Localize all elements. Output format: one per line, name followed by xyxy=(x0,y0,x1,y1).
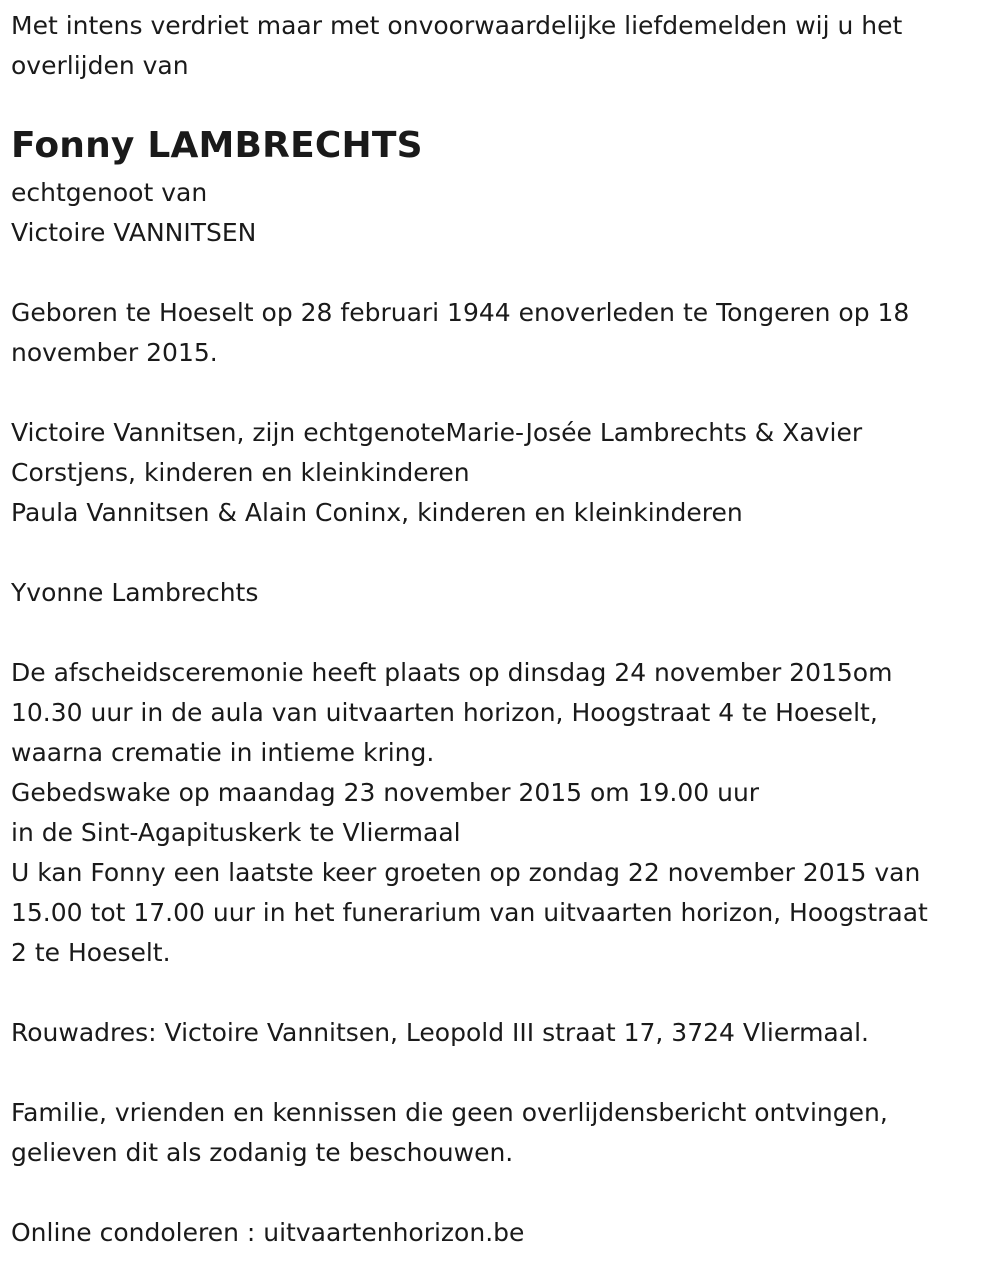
deceased-name: Fonny LAMBRECHTS xyxy=(11,125,423,166)
online-condolence: Online condoleren : uitvaartenhorizon.be xyxy=(11,1218,525,1247)
spacer xyxy=(11,373,990,413)
intro-line-1: Met intens verdriet maar met onvoorwaardelijke liefdemelden wij u het xyxy=(11,11,903,40)
spacer xyxy=(11,613,990,653)
vigil-line-1: Gebedswake op maandag 23 november 2015 om 19.00 uur xyxy=(11,778,760,807)
notice-line-2: gelieven dit als zodanig te beschouwen. xyxy=(11,1138,514,1167)
spacer xyxy=(11,253,990,293)
spacer xyxy=(11,533,990,573)
intro-line-2: overlijden van xyxy=(11,51,189,80)
ceremony-line-3: waarna crematie in intieme kring. xyxy=(11,738,435,767)
notice-line-1: Familie, vrienden en kennissen die geen overlijdensbericht ontvingen, xyxy=(11,1098,888,1127)
mourning-address: Rouwadres: Victoire Vannitsen, Leopold III straat 17, 3724 Vliermaal. xyxy=(11,1018,869,1047)
spacer xyxy=(11,973,990,1013)
ceremony-line-1: De afscheidsceremonie heeft plaats op dinsdag 24 november 2015om xyxy=(11,658,893,687)
ceremony-line-2: 10.30 uur in de aula van uitvaarten horizon, Hoogstraat 4 te Hoeselt, xyxy=(11,698,878,727)
spouse-name: Victoire VANNITSEN xyxy=(11,218,257,247)
family-line-1: Victoire Vannitsen, zijn echtgenoteMarie-Josée Lambrechts & Xavier xyxy=(11,418,863,447)
viewing-line-2: 15.00 tot 17.00 uur in het funerarium van uitvaarten horizon, Hoogstraat xyxy=(11,898,928,927)
spacer xyxy=(11,1173,990,1213)
viewing-line-1: U kan Fonny een laatste keer groeten op zondag 22 november 2015 van xyxy=(11,858,921,887)
birth-death-line-2: november 2015. xyxy=(11,338,218,367)
family-line-3: Paula Vannitsen & Alain Coninx, kinderen en kleinkinderen xyxy=(11,498,743,527)
birth-death-line-1: Geboren te Hoeselt op 28 februari 1944 enoverleden te Tongeren op 18 xyxy=(11,298,910,327)
obituary-notice xyxy=(11,6,990,1253)
relation-text: echtgenoot van xyxy=(11,178,208,207)
family-line-2: Corstjens, kinderen en kleinkinderen xyxy=(11,458,470,487)
spacer xyxy=(11,1053,990,1093)
family-line-4: Yvonne Lambrechts xyxy=(11,578,259,607)
vigil-line-2: in de Sint-Agapituskerk te Vliermaal xyxy=(11,818,461,847)
viewing-line-3: 2 te Hoeselt. xyxy=(11,938,171,967)
